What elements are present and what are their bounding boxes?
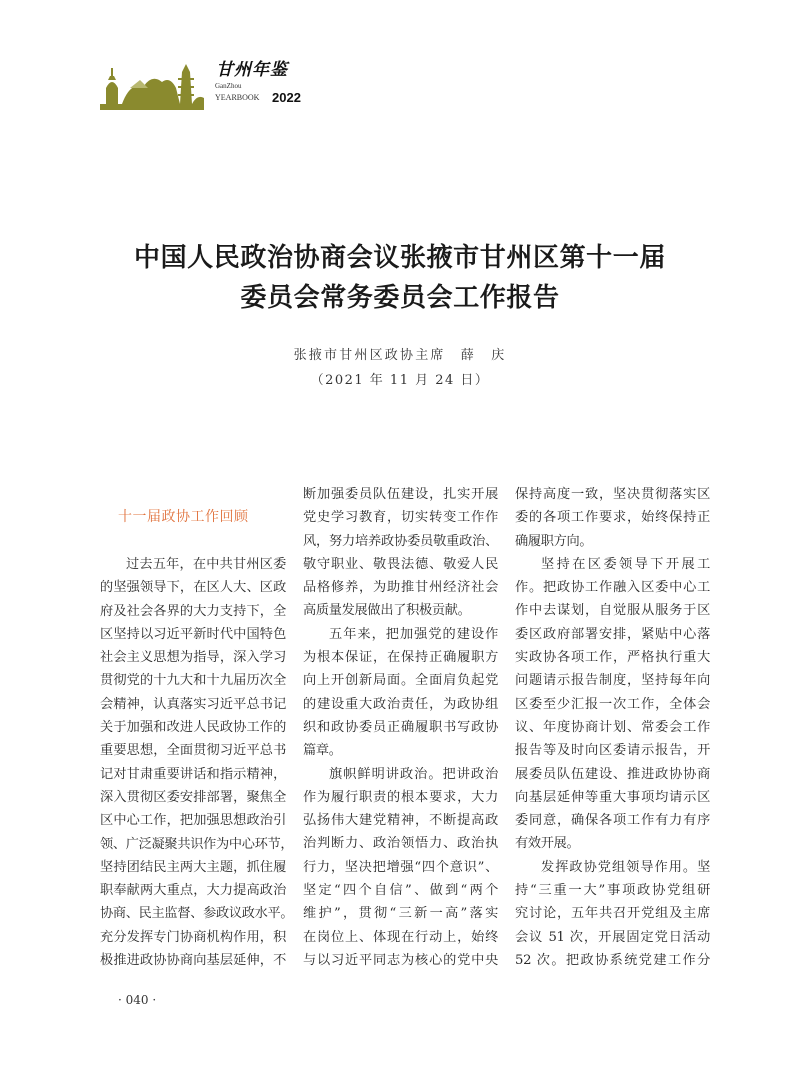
text-line: 织和政协委员正确履职书写政协 xyxy=(303,719,498,735)
text-line: 重要思想，全面贯彻习近平总书 xyxy=(100,743,286,759)
text-line: 坚定“四个自信”、做到“两个 xyxy=(303,883,498,899)
text-line: 作中去谋划，自觉服从服务于区 xyxy=(515,603,710,619)
text-line: 极推进政协协商向基层延伸，不 xyxy=(100,953,286,969)
text-line: 区委至少汇报一次工作，全体会 xyxy=(515,696,710,712)
paragraph xyxy=(100,553,294,972)
logo-yearbook: YEARBOOK xyxy=(215,93,260,102)
text-line: 充分发挥专门协商机构作用，积 xyxy=(100,929,286,945)
text-line: 记对甘肃重要讲话和指示精神， xyxy=(100,766,286,782)
logo-year: 2022 xyxy=(272,90,301,105)
text-line: 委的各项工作要求，始终保持正 xyxy=(515,510,710,526)
text-line: 坚持团结民主两大主题，抓住履 xyxy=(100,859,286,875)
text-line: 职奉献两大重点，大力提高政治 xyxy=(100,883,286,899)
text-line: 高质量发展做出了积极贡献。 xyxy=(303,603,471,619)
text-line: 为根本保证，在保持正确履职方 xyxy=(303,650,498,666)
text-line: 委区政府部署安排，紧贴中心落 xyxy=(515,626,710,642)
logo-ganzhou: GanZhou xyxy=(215,82,242,90)
text-line: 作。把政协工作融入区委中心工 xyxy=(515,580,710,596)
text-line: 贯彻党的十九大和十九届历次全 xyxy=(100,673,286,689)
text-line: 的坚强领导下，在区人大、区政 xyxy=(100,580,286,596)
text-line: 五年来，把加强党的建设作 xyxy=(329,626,498,642)
text-line: 旗帜鲜明讲政治。把讲政治 xyxy=(329,766,498,782)
text-line: 议、年度协商计划、常委会工作 xyxy=(515,719,710,735)
text-line: 坚持在区委领导下开展工 xyxy=(541,556,710,572)
text-line: 区坚持以习近平新时代中国特色 xyxy=(100,626,286,642)
text-line: 展委员队伍建设、推进政协协商 xyxy=(515,766,710,782)
text-line: 究讨论，五年共召开党组及主席 xyxy=(515,906,710,922)
report-title-line2: 委员会常务委员会工作报告 xyxy=(240,283,560,313)
yearbook-logo xyxy=(100,58,360,112)
text-line: 社会主义思想为指导，深入学习 xyxy=(100,650,286,666)
text-line: 有效开展。 xyxy=(515,836,580,852)
text-line: 问题请示报告制度，坚持每年向 xyxy=(515,673,710,689)
text-line: 在岗位上、体现在行动上，始终 xyxy=(303,929,498,945)
text-line: 报告等及时向区委请示报告，开 xyxy=(515,743,710,759)
text-line: 实政协各项工作，严格执行重大 xyxy=(515,650,710,666)
paragraph xyxy=(515,483,710,553)
text-line: 品格修养，为助推甘州经济社会 xyxy=(303,580,498,596)
report-title-line1: 中国人民政治协商会议张掖市甘州区第十一届 xyxy=(133,243,666,273)
text-line: 治判断力、政治领悟力、政治执 xyxy=(303,836,498,852)
text-line: 委同意，确保各项工作有力有序 xyxy=(515,813,710,829)
text-line: 向上开创新局面。全面肩负起党 xyxy=(303,673,498,689)
paragraph xyxy=(515,856,710,972)
text-line: 持“三重一大”事项政协党组研 xyxy=(515,883,710,899)
text-line: 作为履行职责的根本要求，大力 xyxy=(303,789,498,805)
text-line: 风，努力培养政协委员敬重政治、 xyxy=(303,533,498,549)
text-line: 会精神，认真落实习近平总书记 xyxy=(100,696,286,712)
section-heading: 十一届政协工作回顾 xyxy=(118,509,249,525)
text-line: 协商、民主监督、参政议政水平。 xyxy=(100,906,294,922)
text-line: 的建设重大政治责任，为政协组 xyxy=(303,696,498,712)
text-line: 确履职方向。 xyxy=(515,533,593,549)
paragraph xyxy=(303,483,498,623)
text-line: 会议 51 次，开展固定党日活动 xyxy=(515,929,710,945)
text-line: 敬守职业、敬畏法德、敬爱人民 xyxy=(303,556,498,572)
text-line: 维护”，贯彻“三新一高”落实 xyxy=(303,906,498,922)
text-line: 领、广泛凝聚共识作为中心环节， xyxy=(100,836,294,852)
text-line: 篇章。 xyxy=(303,743,342,759)
paragraph xyxy=(303,763,498,973)
text-column-1 xyxy=(100,553,294,972)
date-line: （2021 年 11 月 24 日） xyxy=(310,373,490,388)
text-line: 保持高度一致，坚决贯彻落实区 xyxy=(515,487,710,502)
text-line: 过去五年，在中共甘州区委 xyxy=(126,557,286,572)
text-line: 府及社会各界的大力支持下，全 xyxy=(100,603,286,619)
text-column-3 xyxy=(515,483,710,972)
paragraph xyxy=(515,553,710,856)
text-line: 发挥政协党组领导作用。坚 xyxy=(541,859,710,875)
text-column-2 xyxy=(303,483,498,972)
text-line: 深入贯彻区委安排部署，聚焦全 xyxy=(100,789,286,805)
text-line: 与以习近平同志为核心的党中央 xyxy=(303,952,498,968)
paragraph xyxy=(303,623,498,763)
text-line: 党史学习教育，切实转变工作作 xyxy=(303,510,498,526)
text-line: 52 次。把政协系统党建工作分 xyxy=(515,952,710,968)
logo-title-cn: 甘州年鉴 xyxy=(216,60,288,80)
author-line: 张掖市甘州区政协主席 薛 庆 xyxy=(293,348,507,363)
text-line: 区中心工作，把加强思想政治引 xyxy=(100,813,286,829)
text-line: 向基层延伸等重大事项均请示区 xyxy=(515,789,710,805)
text-line: 行力，坚决把增强“四个意识”、 xyxy=(303,859,498,875)
text-line: 关于加强和改进人民政协工作的 xyxy=(100,720,286,736)
pagoda-landscape-logo-art xyxy=(100,58,204,110)
text-line: 断加强委员队伍建设，扎实开展 xyxy=(303,487,498,502)
text-line: 弘扬伟大建党精神，不断提高政 xyxy=(303,813,498,829)
page-number: · 040 · xyxy=(118,993,157,1007)
